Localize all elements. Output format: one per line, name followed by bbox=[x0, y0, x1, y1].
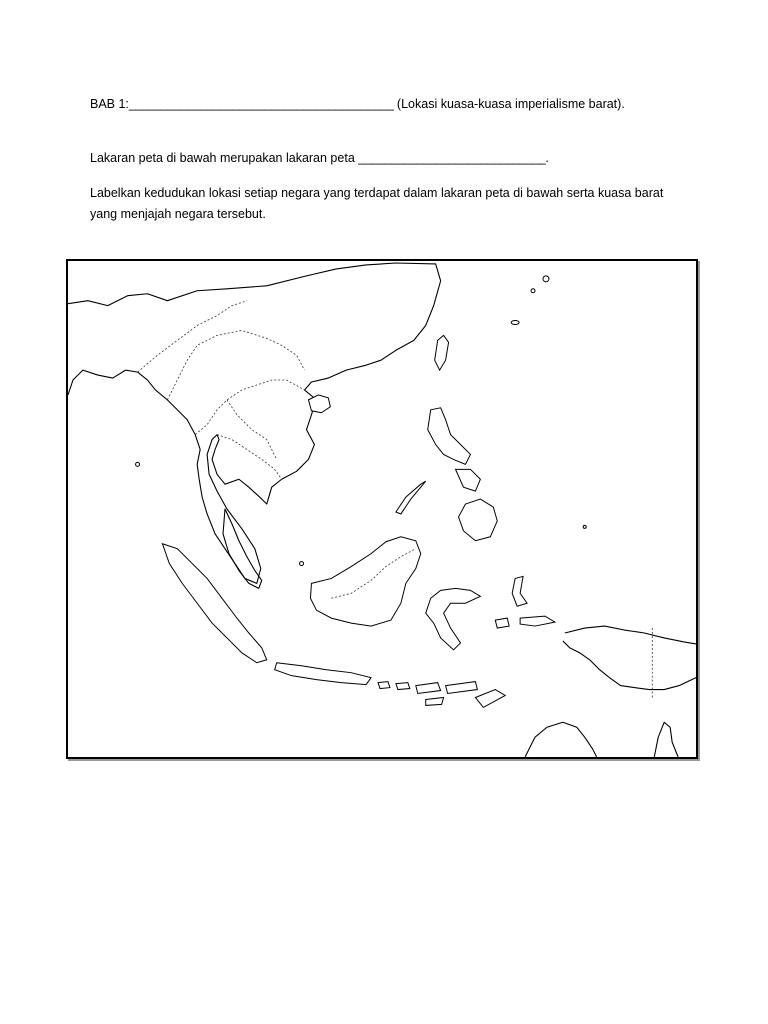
timor-island bbox=[475, 690, 505, 708]
borneo-island bbox=[310, 537, 420, 626]
small-island bbox=[511, 321, 519, 325]
taiwan-island bbox=[435, 335, 449, 370]
indochina-borders bbox=[138, 301, 305, 480]
chapter-label: BAB 1: bbox=[90, 97, 129, 111]
sumatra-island bbox=[162, 544, 266, 663]
malay-peninsula bbox=[223, 509, 262, 588]
southeast-asia-map bbox=[66, 259, 698, 759]
small-island bbox=[531, 289, 535, 293]
chapter-blank[interactable]: _________________________________________ bbox=[128, 97, 394, 111]
map-question-text: Lakaran peta di bawah merupakan lakaran peta bbox=[90, 151, 359, 165]
new-guinea-coast bbox=[563, 626, 696, 689]
visayas-islands bbox=[456, 469, 481, 491]
bali-island bbox=[378, 682, 390, 689]
mindanao-island bbox=[459, 499, 498, 541]
sulawesi-island bbox=[426, 588, 481, 650]
question-chapter-line bbox=[90, 94, 690, 115]
sumbawa-island bbox=[416, 683, 441, 694]
small-island bbox=[300, 562, 304, 566]
map-question-end: . bbox=[545, 151, 549, 165]
map-outline-icon bbox=[68, 261, 696, 757]
small-island bbox=[583, 525, 586, 528]
small-island bbox=[543, 276, 549, 282]
halmahera-island bbox=[512, 576, 527, 606]
luzon-island bbox=[428, 408, 471, 465]
australia-coast bbox=[525, 722, 678, 757]
question-map-line bbox=[90, 148, 690, 169]
sumba-island bbox=[426, 697, 444, 705]
question-label-instruction: Labelkan kedudukan lokasi setiap negara yang terdapat dalam lakaran peta di bawah serta kuasa barat yang menjajah negara tersebut. bbox=[90, 186, 664, 221]
seram-island bbox=[520, 616, 555, 626]
chapter-hint: (Lokasi kuasa-kuasa imperialisme barat). bbox=[393, 97, 625, 111]
map-question-blank[interactable]: _____________________________ bbox=[358, 151, 546, 165]
flores-island bbox=[446, 682, 478, 694]
small-island bbox=[136, 462, 140, 466]
java-island bbox=[275, 663, 371, 685]
buru-island bbox=[495, 618, 509, 628]
lombok-island bbox=[396, 683, 410, 690]
palawan-island bbox=[396, 481, 426, 514]
hainan-island bbox=[308, 395, 330, 413]
mainland-coast bbox=[68, 263, 441, 583]
